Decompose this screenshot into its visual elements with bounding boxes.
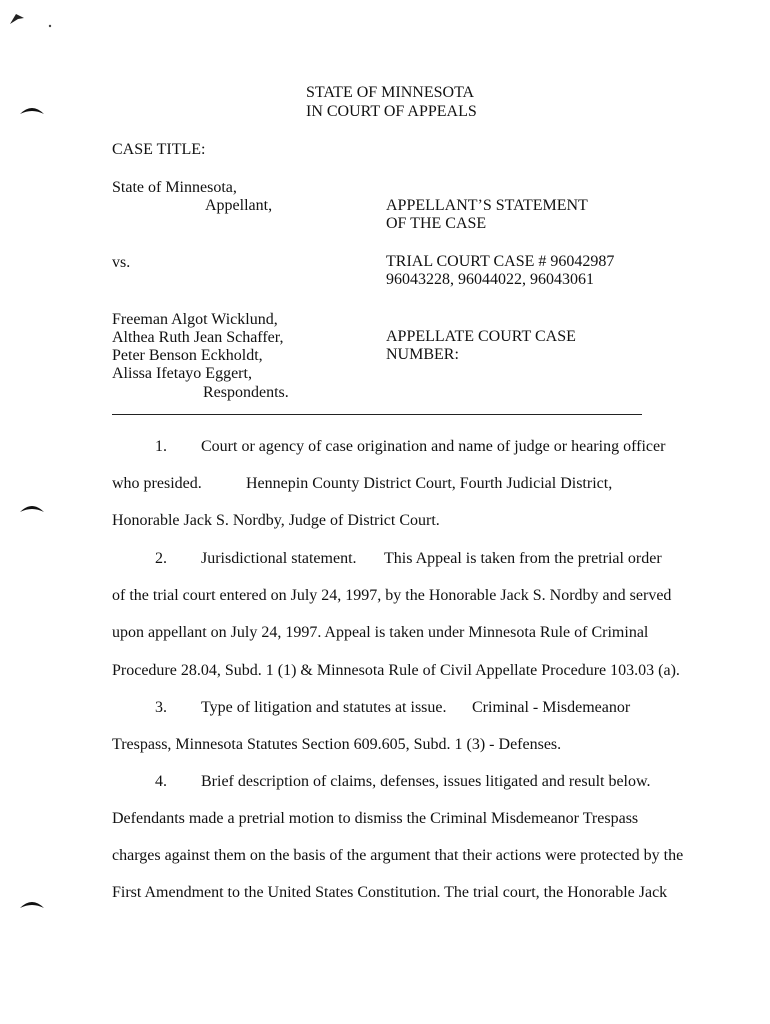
punch-mark-middle	[18, 500, 46, 514]
section-1-text: who presided.	[112, 475, 202, 492]
section-2-answer: upon appellant on July 24, 1997. Appeal is taken under Minnesota Rule of Criminal	[112, 624, 649, 641]
scan-artifact-mark	[6, 10, 54, 30]
section-3-text: Type of litigation and statutes at issue.	[201, 699, 447, 716]
respondents-role: Respondents.	[203, 384, 289, 401]
section-3-answer: Criminal - Misdemeanor	[472, 699, 631, 716]
case-title-label: CASE TITLE:	[112, 141, 206, 158]
appellant-role: Appellant,	[205, 197, 273, 214]
respondent-name: Althea Ruth Jean Schaffer,	[112, 329, 284, 346]
section-3-answer: Trespass, Minnesota Statutes Section 609.605, Subd. 1 (3) - Defenses.	[112, 736, 562, 753]
section-2-answer: of the trial court entered on July 24, 1997, by the Honorable Jack S. Nordby and served	[112, 587, 672, 604]
respondent-name: Peter Benson Eckholdt,	[112, 347, 263, 364]
versus-label: vs.	[112, 254, 131, 271]
section-2-text: Jurisdictional statement.	[201, 550, 357, 567]
caption-divider	[112, 414, 642, 415]
section-number: 3.	[155, 699, 167, 716]
respondent-name: Alissa Ifetayo Eggert,	[112, 365, 252, 382]
trial-court-case-number: TRIAL COURT CASE # 96042987	[386, 253, 615, 270]
section-1-answer: Honorable Jack S. Nordby, Judge of District Court.	[112, 512, 440, 529]
section-1-answer: Hennepin County District Court, Fourth Judicial District,	[246, 475, 613, 492]
appellate-court-case-number: NUMBER:	[386, 346, 459, 363]
section-2-answer: Procedure 28.04, Subd. 1 (1) & Minnesota Rule of Civil Appellate Procedure 103.03 (a).	[112, 662, 680, 679]
section-4-answer: First Amendment to the United States Constitution. The trial court, the Honorable Jack	[112, 884, 668, 901]
section-1-text: Court or agency of case origination and name of judge or hearing officer	[201, 438, 666, 455]
section-number: 2.	[155, 550, 167, 567]
section-4-text: Brief description of claims, defenses, issues litigated and result below.	[201, 773, 651, 790]
trial-court-case-numbers-cont: 96043228, 96044022, 96043061	[386, 271, 594, 288]
punch-mark-bottom	[18, 896, 46, 910]
section-4-answer: charges against them on the basis of the argument that their actions were protected by the	[112, 847, 684, 864]
court-state-heading: STATE OF MINNESOTA	[306, 84, 475, 101]
appellate-court-case-label: APPELLATE COURT CASE	[386, 328, 576, 345]
court-name-heading: IN COURT OF APPEALS	[306, 103, 477, 120]
punch-mark-top	[18, 102, 46, 116]
statement-title-cont: OF THE CASE	[386, 215, 487, 232]
respondent-name: Freeman Algot Wicklund,	[112, 311, 278, 328]
section-4-answer: Defendants made a pretrial motion to dismiss the Criminal Misdemeanor Trespass	[112, 810, 639, 827]
section-number: 4.	[155, 773, 167, 790]
section-2-answer: This Appeal is taken from the pretrial order	[384, 550, 662, 567]
appellant-name: State of Minnesota,	[112, 179, 237, 196]
statement-title: APPELLANT’S STATEMENT	[386, 197, 588, 214]
section-number: 1.	[155, 438, 167, 455]
